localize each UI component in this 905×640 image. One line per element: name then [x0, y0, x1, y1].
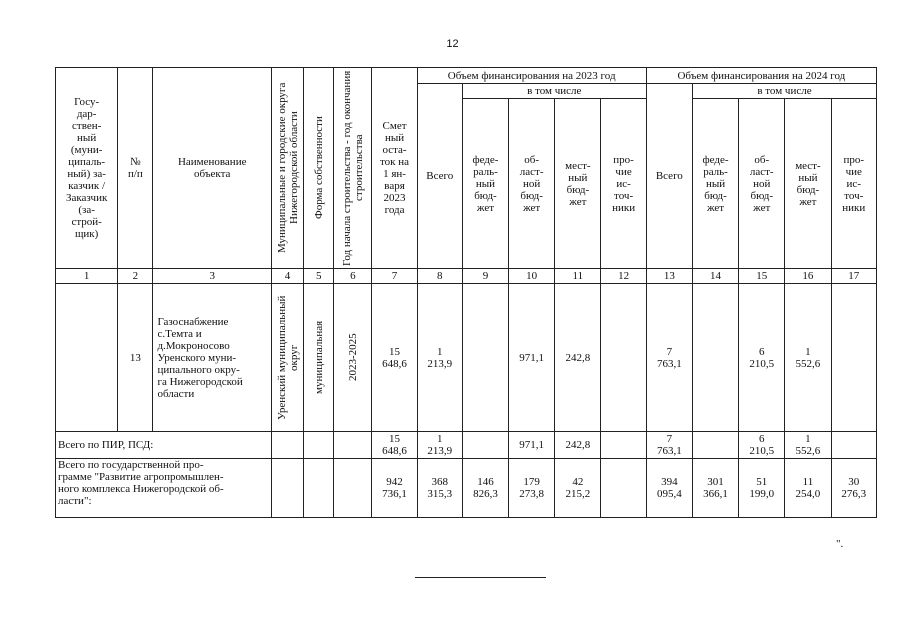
cell-total-2024: 394 095,4 [646, 459, 692, 518]
total-pir-row [56, 432, 877, 459]
cell-balance: 15 648,6 [372, 432, 417, 459]
header-years: Год начала строительства - год окончания строительства [334, 68, 372, 269]
cell-total-2023: 1 213,9 [417, 432, 462, 459]
cell-regional-2024: 51 199,0 [739, 459, 785, 518]
header-number: № п/п [118, 68, 153, 269]
total-program-row [56, 459, 877, 518]
cell-regional-2023: 971,1 [509, 432, 555, 459]
cell-regional-2023: 179 273,8 [509, 459, 555, 518]
col-num: 13 [646, 269, 692, 284]
cell-federal-2024: 301 366,1 [692, 459, 738, 518]
cell-ownership: муниципальная [304, 284, 334, 432]
cell-regional-2023: 971,1 [509, 284, 555, 432]
cell-local-2023: 42 215,2 [555, 459, 601, 518]
financing-table [55, 67, 877, 518]
cell-federal-2023 [462, 432, 508, 459]
cell-customer [56, 284, 118, 432]
col-num: 16 [785, 269, 831, 284]
cell-empty [334, 432, 372, 459]
cell-other-2024 [831, 284, 876, 432]
cell-regional-2024: 6 210,5 [739, 432, 785, 459]
cell-empty [271, 432, 303, 459]
cell-federal-2024 [692, 284, 738, 432]
col-num: 9 [462, 269, 508, 284]
col-num: 12 [601, 269, 646, 284]
table-row [56, 284, 877, 432]
header-total-2023: Всего [417, 84, 462, 269]
header-federal-2023: феде- раль- ный бюд- жет [462, 99, 508, 269]
cell-empty [304, 432, 334, 459]
header-local-2024: мест- ный бюд- жет [785, 99, 831, 269]
footnote-divider [415, 577, 546, 578]
header-federal-2024: феде- раль- ный бюд- жет [692, 99, 738, 269]
cell-balance: 942 736,1 [372, 459, 417, 518]
header-customer: Госу- дар- ствен- ный (муни- ципаль- ный) за- казчик / Заказчик (за- строй- щик) [56, 68, 118, 269]
cell-number: 13 [118, 284, 153, 432]
total-pir-label: Всего по ПИР, ПСД: [56, 432, 272, 459]
cell-empty [334, 459, 372, 518]
cell-other-2024 [831, 432, 876, 459]
cell-federal-2024 [692, 432, 738, 459]
header-total-2024: Всего [646, 84, 692, 269]
header-regional-2023: об- ласт- ной бюд- жет [509, 99, 555, 269]
col-num: 10 [509, 269, 555, 284]
cell-other-2023 [601, 284, 646, 432]
header-funding-2023: Объем финансирования на 2023 год [417, 68, 646, 84]
cell-other-2023 [601, 432, 646, 459]
cell-local-2024: 1 552,6 [785, 432, 831, 459]
col-num: 11 [555, 269, 601, 284]
cell-years: 2023-2025 [334, 284, 372, 432]
header-object-name: Наименование объекта [153, 68, 272, 269]
col-num: 14 [692, 269, 738, 284]
col-num: 8 [417, 269, 462, 284]
col-num: 15 [739, 269, 785, 284]
header-including-2024: в том числе [692, 84, 876, 99]
total-program-label: Всего по государственной про- грамме "Развитие агропромышлен- ного комплекса Нижегородской об- ласти": [56, 459, 272, 518]
cell-federal-2023: 146 826,3 [462, 459, 508, 518]
header-including-2023: в том числе [462, 84, 646, 99]
cell-municipality: Уренский муниципальный округ [271, 284, 303, 432]
page-number: 12 [446, 38, 459, 50]
cell-local-2023: 242,8 [555, 432, 601, 459]
cell-regional-2024: 6 210,5 [739, 284, 785, 432]
cell-empty [271, 459, 303, 518]
header-other-2023: про- чие ис- точ- ники [601, 99, 646, 269]
header-regional-2024: об- ласт- ной бюд- жет [739, 99, 785, 269]
cell-other-2024: 30 276,3 [831, 459, 876, 518]
cell-total-2023: 368 315,3 [417, 459, 462, 518]
cell-total-2024: 7 763,1 [646, 432, 692, 459]
cell-object-name: Газоснабжение с.Темта и д.Мокроносово Уренского муни- ципального окру- га Нижегородской области [153, 284, 272, 432]
cell-other-2023 [601, 459, 646, 518]
column-number-row [56, 269, 877, 284]
col-num: 7 [372, 269, 417, 284]
col-num: 4 [271, 269, 303, 284]
cell-total-2023: 1 213,9 [417, 284, 462, 432]
header-funding-2024: Объем финансирования на 2024 год [646, 68, 876, 84]
closing-quote: ". [836, 538, 844, 550]
cell-federal-2023 [462, 284, 508, 432]
col-num: 2 [118, 269, 153, 284]
cell-total-2024: 7 763,1 [646, 284, 692, 432]
cell-local-2024: 11 254,0 [785, 459, 831, 518]
header-balance: Смет ный оста- ток на 1 ян- варя 2023 года [372, 68, 417, 269]
col-num: 5 [304, 269, 334, 284]
col-num: 17 [831, 269, 876, 284]
cell-local-2023: 242,8 [555, 284, 601, 432]
header-local-2023: мест- ный бюд- жет [555, 99, 601, 269]
cell-local-2024: 1 552,6 [785, 284, 831, 432]
cell-balance: 15 648,6 [372, 284, 417, 432]
col-num: 6 [334, 269, 372, 284]
header-other-2024: про- чие ис- точ- ники [831, 99, 876, 269]
header-ownership: Форма собственности [304, 68, 334, 269]
header-municipality: Муниципальные и городские округа Нижегородской области [271, 68, 303, 269]
col-num: 3 [153, 269, 272, 284]
cell-empty [304, 459, 334, 518]
col-num: 1 [56, 269, 118, 284]
